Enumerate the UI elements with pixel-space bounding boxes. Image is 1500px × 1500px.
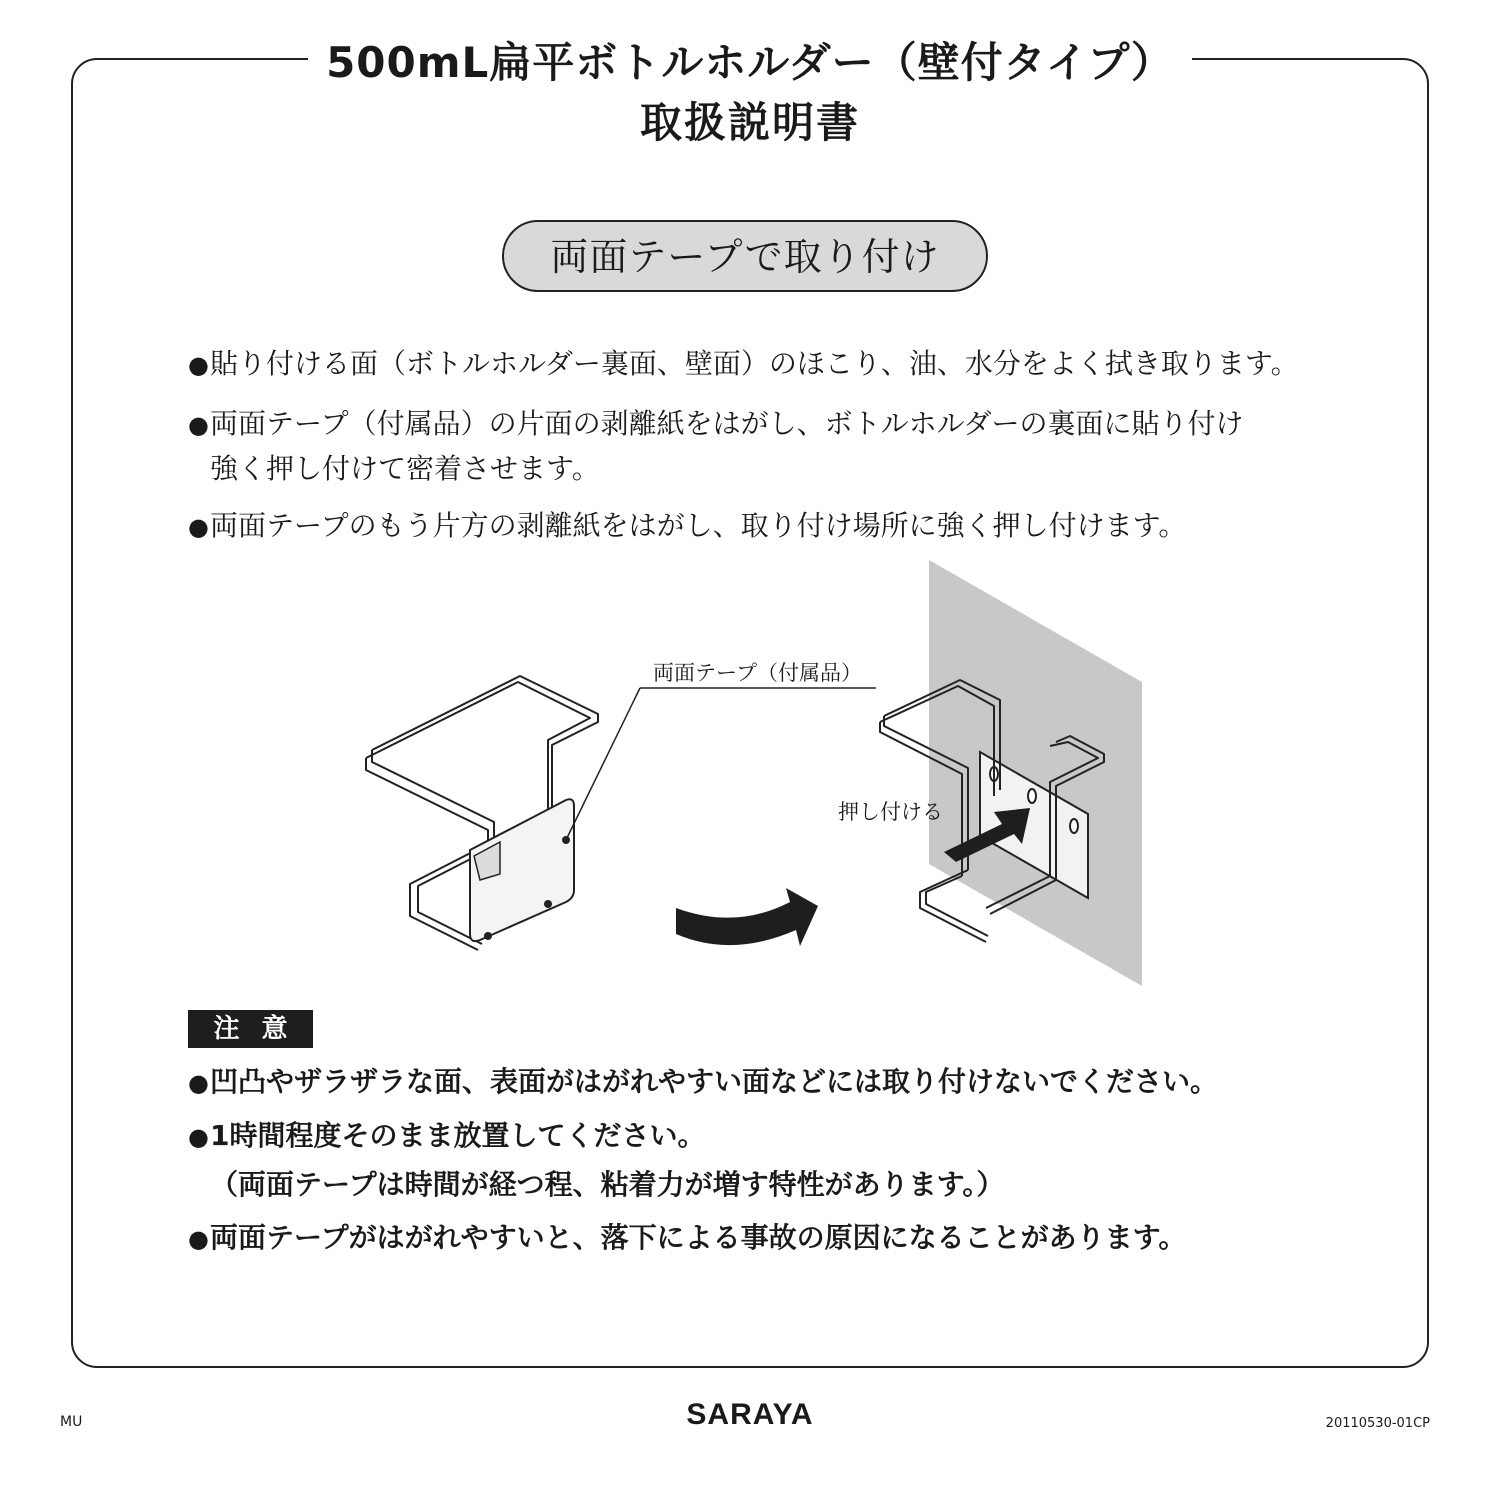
bullet-icon: ● — [188, 513, 209, 541]
tape-label: 両面テープ（付属品） — [653, 661, 862, 685]
bullet-icon: ● — [188, 411, 209, 439]
instruction-text: 両面テープ（付属品）の片面の剥離紙をはがし、ボトルホルダーの裏面に貼り付け — [210, 407, 1244, 440]
caution-text: 1時間程度そのまま放置してください。 — [210, 1119, 706, 1152]
caution-item — [188, 1214, 1186, 1263]
caution-item — [188, 1112, 1004, 1209]
document-title: 500mL扁平ボトルホルダー（壁付タイプ） — [308, 34, 1192, 92]
bullet-icon: ● — [188, 1069, 209, 1097]
caution-text-continued: （両面テープは時間が経つ程、粘着力が増す特性があります。） — [210, 1168, 1005, 1201]
press-label: 押し付ける — [838, 800, 943, 824]
bullet-icon: ● — [188, 351, 209, 379]
section-heading: 両面テープで取り付け — [502, 220, 988, 292]
instruction-text: 貼り付ける面（ボトルホルダー裏面、壁面）のほこり、油、水分をよく拭き取ります。 — [210, 347, 1299, 380]
caution-text: 凹凸やザラザラな面、表面がはがれやすい面などには取り付けないでください。 — [210, 1065, 1219, 1098]
instruction-text: 両面テープのもう片方の剥離紙をはがし、取り付け場所に強く押し付けます。 — [210, 509, 1187, 542]
footer-right-code: 20110530-01CP — [1325, 1416, 1430, 1431]
brand-logo: SARAYA — [686, 1398, 814, 1431]
curved-arrow-icon — [676, 888, 818, 946]
caution-text: 両面テープがはがれやすいと、落下による事故の原因になることがあります。 — [210, 1221, 1187, 1254]
bullet-icon: ● — [188, 1225, 209, 1253]
bullet-icon: ● — [188, 1123, 209, 1151]
caution-badge: 注意 — [188, 1010, 313, 1048]
caution-item — [188, 1058, 1218, 1107]
tape-plate — [470, 799, 574, 941]
instruction-text-continued: 強く押し付けて密着させます。 — [210, 452, 600, 485]
footer-left-code: MU — [60, 1414, 83, 1430]
document-subtitle: 取扱説明書 — [639, 98, 860, 147]
